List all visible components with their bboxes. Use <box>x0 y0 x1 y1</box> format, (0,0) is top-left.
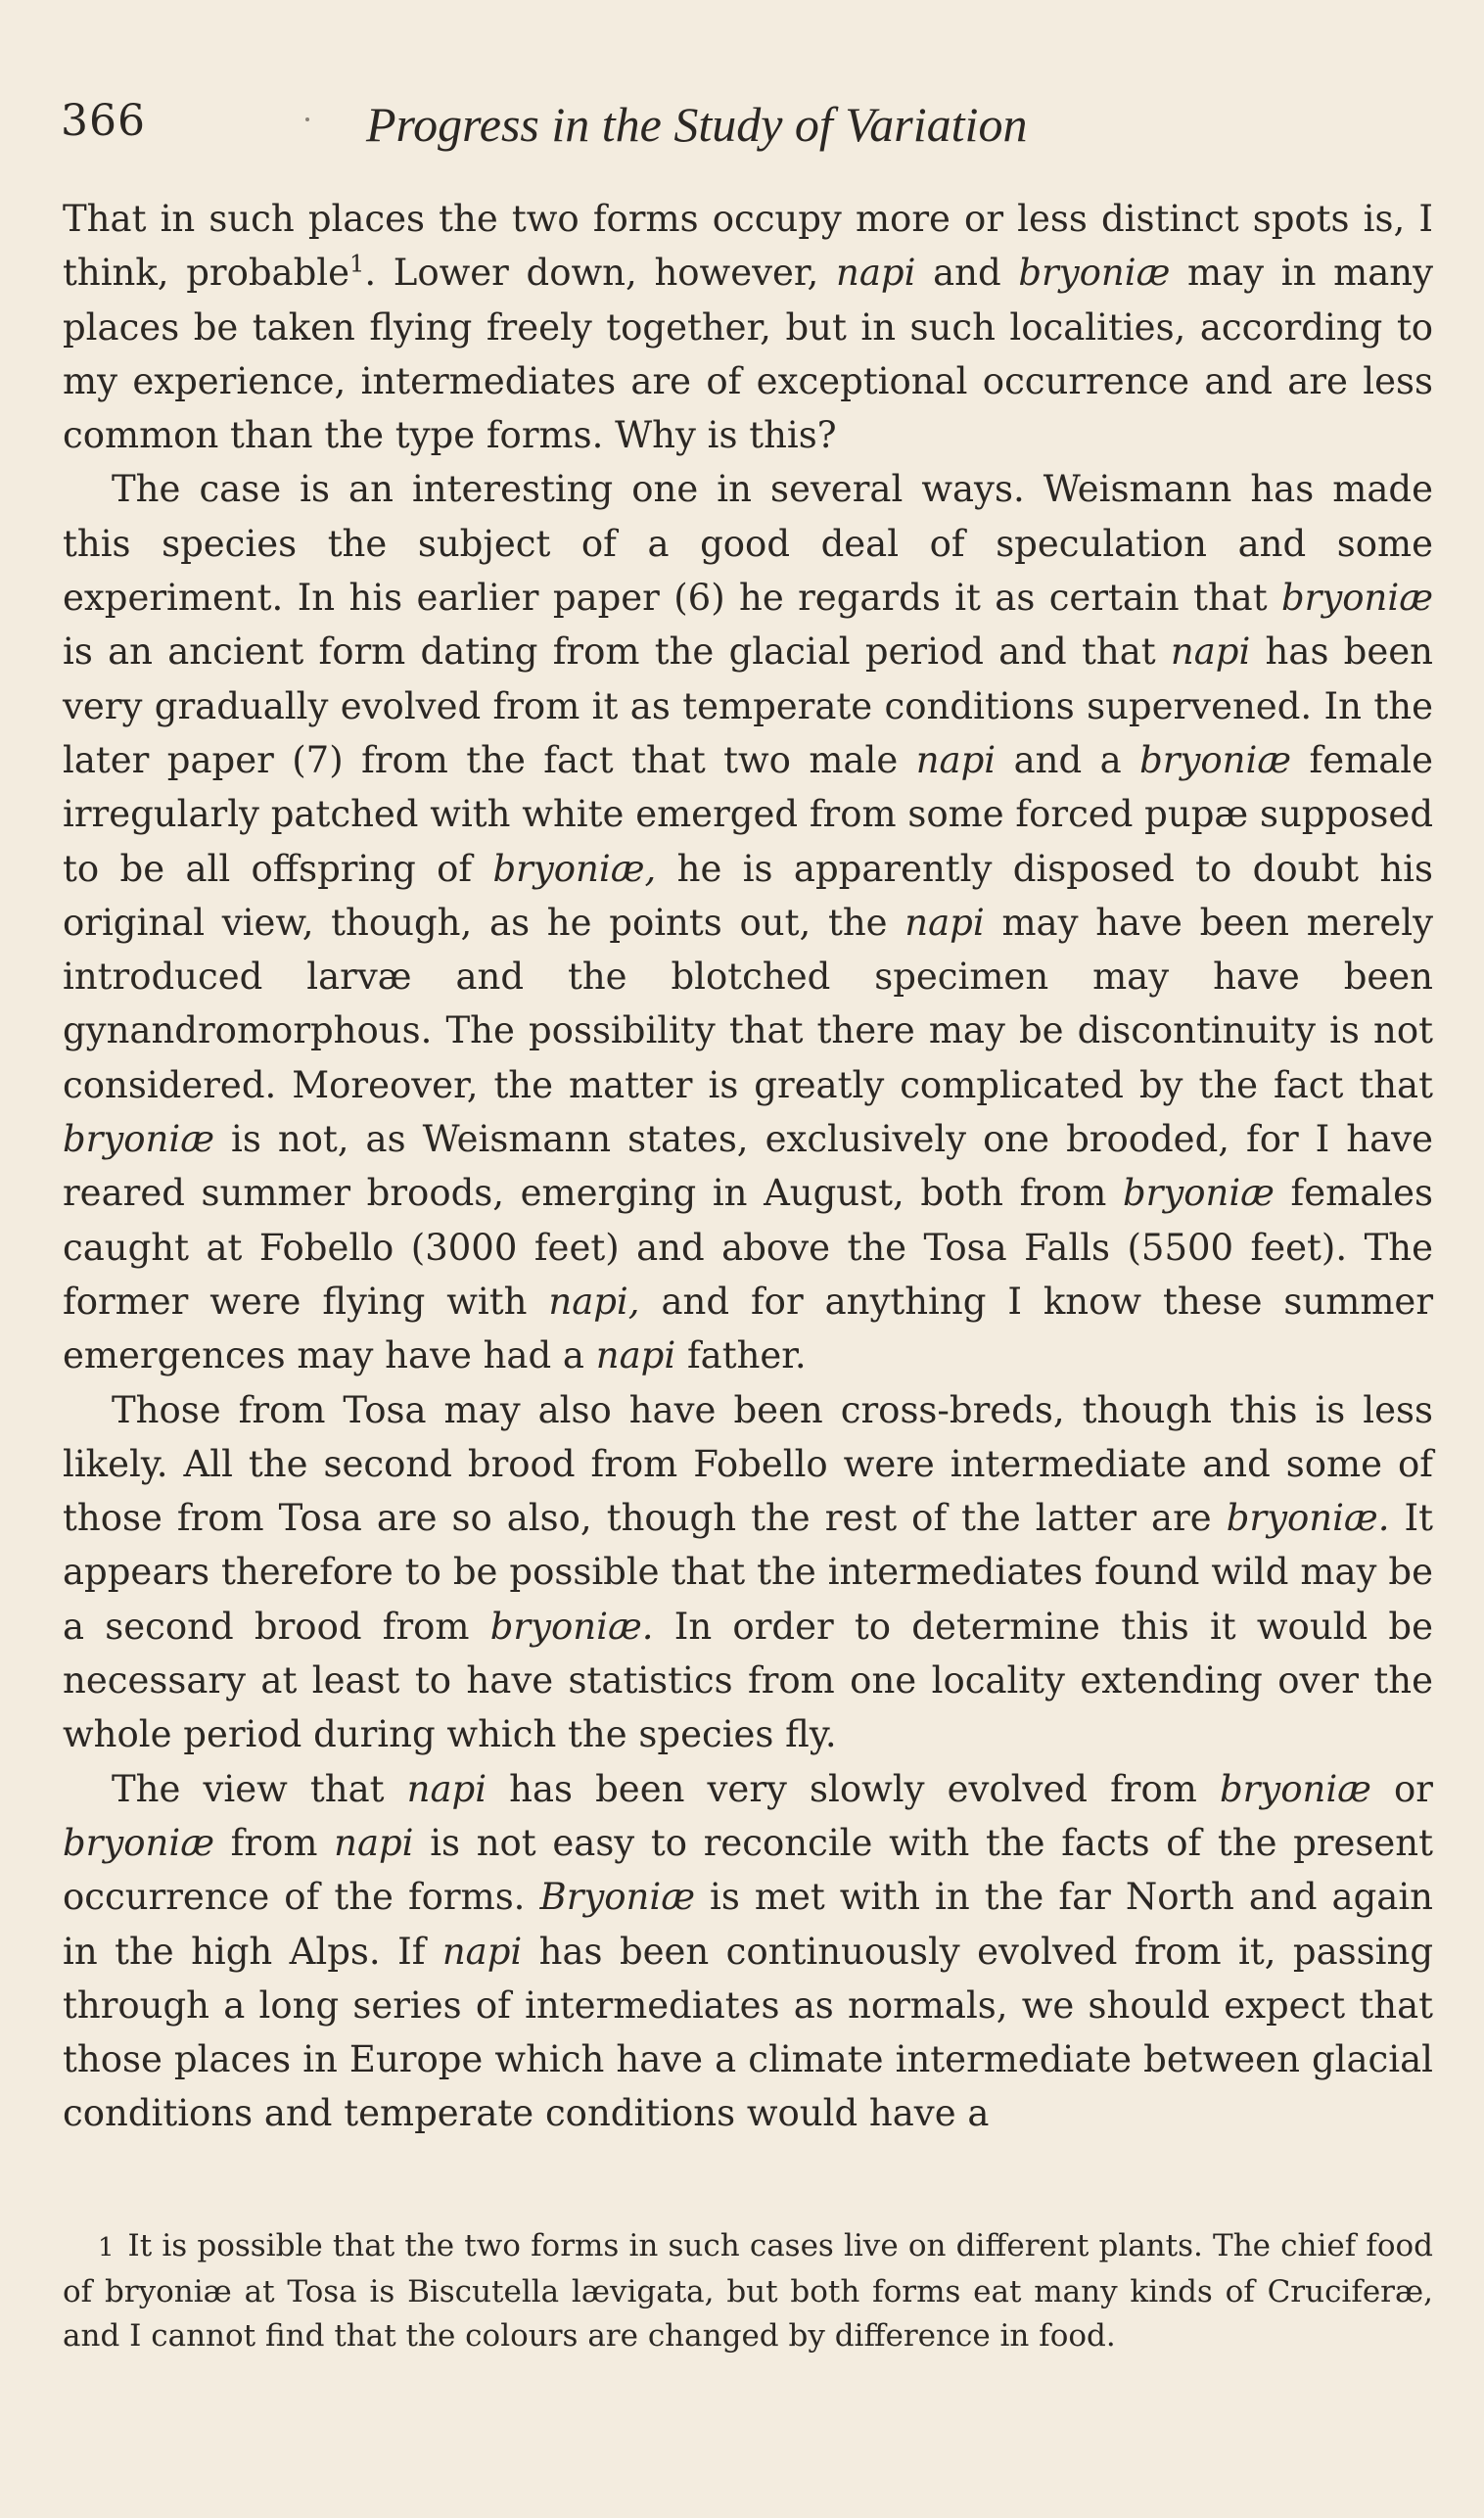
page-header <box>61 96 1431 164</box>
paragraph <box>63 462 1433 1382</box>
italic-term: bryoniæ <box>104 2274 232 2309</box>
text-run: and for anything I know these summer emergences may have had a <box>63 1280 1434 1377</box>
italic-term: bryoniæ <box>63 1821 214 1864</box>
header-dot-mark <box>305 117 309 121</box>
footnotes <box>63 2224 1433 2358</box>
text-run: is not, as Weismann states, exclusively one brooded, for I have reared summer broods, emerging in August, both from <box>63 1118 1433 1215</box>
text-run: or <box>1370 1767 1433 1810</box>
running-title: Progress in the Study of Variation <box>366 97 1028 152</box>
italic-term: bryoniæ <box>1018 252 1171 295</box>
italic-term: bryoniæ <box>1139 738 1292 781</box>
italic-term: napi <box>595 1334 676 1377</box>
italic-term: napi <box>904 901 985 944</box>
body-text <box>63 192 1433 2141</box>
paragraph <box>63 1762 1433 2141</box>
text-run: but both forms eat many kinds of Cruciferæ, and I cannot find that the colours are changed by difference in food. <box>63 2274 1433 2354</box>
italic-term: napi, <box>548 1280 640 1323</box>
text-run: females caught at Fobello (3000 feet) and above the Tosa Falls (5500 feet). The former were flying with <box>63 1172 1434 1323</box>
italic-term: bryoniæ. <box>489 1605 654 1648</box>
text-run: he is apparently disposed to doubt his original view, though, as he points out, the <box>63 847 1434 944</box>
text-run: and <box>915 252 1019 295</box>
text-run: has been continuously evolved from it, passing through a long series of intermediates as normals, we should expect that those places in Europe which have a climate intermediate between glacial conditions and temperate conditions would have a <box>63 1930 1433 2135</box>
italic-term: napi <box>1170 630 1251 674</box>
text-run: may have been merely introduced larvæ and the blotched specimen may have been gynandromorphous. The possibility that there may be discontinuity is not considered. Moreover, the matter is greatly complicated by the fact that <box>63 901 1433 1106</box>
text-run: The view that <box>112 1767 407 1810</box>
italic-term: Biscutella lævigata, <box>407 2274 715 2309</box>
text-run: and a <box>996 738 1140 781</box>
page-number: 366 <box>61 96 146 146</box>
footnote <box>63 2224 1433 2358</box>
paragraph <box>63 192 1433 462</box>
text-run: is an ancient form dating from the glacial period and that <box>63 630 1171 674</box>
text-run: It is possible that the two forms in such cases live on different plants. The chief food of <box>63 2228 1433 2309</box>
italic-term: napi <box>915 738 997 781</box>
text-run: may in many places be taken flying freely together, but in such localities, according to my experience, intermediates are of exceptional occurrence and are less common than the type forms. Why is this? <box>63 252 1433 457</box>
text-run: female irregularly patched with white emerged from some forced pupæ supposed to be all offspring of <box>63 738 1433 890</box>
text-run: has been very gradually evolved from it as temperate conditions supervened. In the later paper (7) from the fact that two male <box>63 630 1433 781</box>
text-run: Those from Tosa may also have been cross-breds, though this is less likely. All the second brood from Fobello were intermediate and some of those from Tosa are so also, though the rest of the latter are <box>63 1388 1433 1540</box>
text-run: from <box>214 1821 335 1864</box>
text-run: The case is an interesting one in several ways. Weismann has made this species the subject of a good deal of speculation and some experiment. In his earlier paper (6) he regards it as certain that <box>63 468 1433 620</box>
text-run: has been very slowly evolved from <box>487 1767 1220 1810</box>
text-run: . Lower down, however, <box>364 252 836 295</box>
text-run: is met with in the far North and again in the high Alps. If <box>63 1876 1434 1973</box>
italic-term: Bryoniæ <box>539 1876 695 1919</box>
italic-term: bryoniæ <box>63 1118 214 1161</box>
text-run: is not easy to reconcile with the facts of the present occurrence of the forms. <box>63 1821 1434 1919</box>
italic-term: napi <box>441 1930 523 1973</box>
italic-term: napi <box>836 252 916 295</box>
italic-term: napi <box>334 1821 414 1864</box>
italic-term: bryoniæ <box>1122 1172 1275 1215</box>
italic-term: bryoniæ. <box>1226 1497 1390 1540</box>
text-run: That in such places the two forms occupy more or less distinct spots is, I think, probable <box>63 198 1433 295</box>
footnote-reference: 1 <box>349 250 365 278</box>
text-run: at Tosa is <box>231 2274 408 2309</box>
footnote-mark: 1 <box>98 2233 115 2262</box>
italic-term: napi <box>406 1767 487 1810</box>
text-run: father. <box>675 1334 807 1377</box>
text-run: It appears therefore to be possible that the intermediates found wild may be a second brood from <box>63 1497 1433 1648</box>
italic-term: bryoniæ <box>1219 1767 1371 1810</box>
italic-term: bryoniæ <box>1281 577 1433 620</box>
paragraph <box>63 1383 1433 1762</box>
text-run: In order to determine this it would be necessary at least to have statistics from one locality extending over the whole period during which the species fly. <box>63 1605 1433 1756</box>
italic-term: bryoniæ, <box>492 847 657 890</box>
